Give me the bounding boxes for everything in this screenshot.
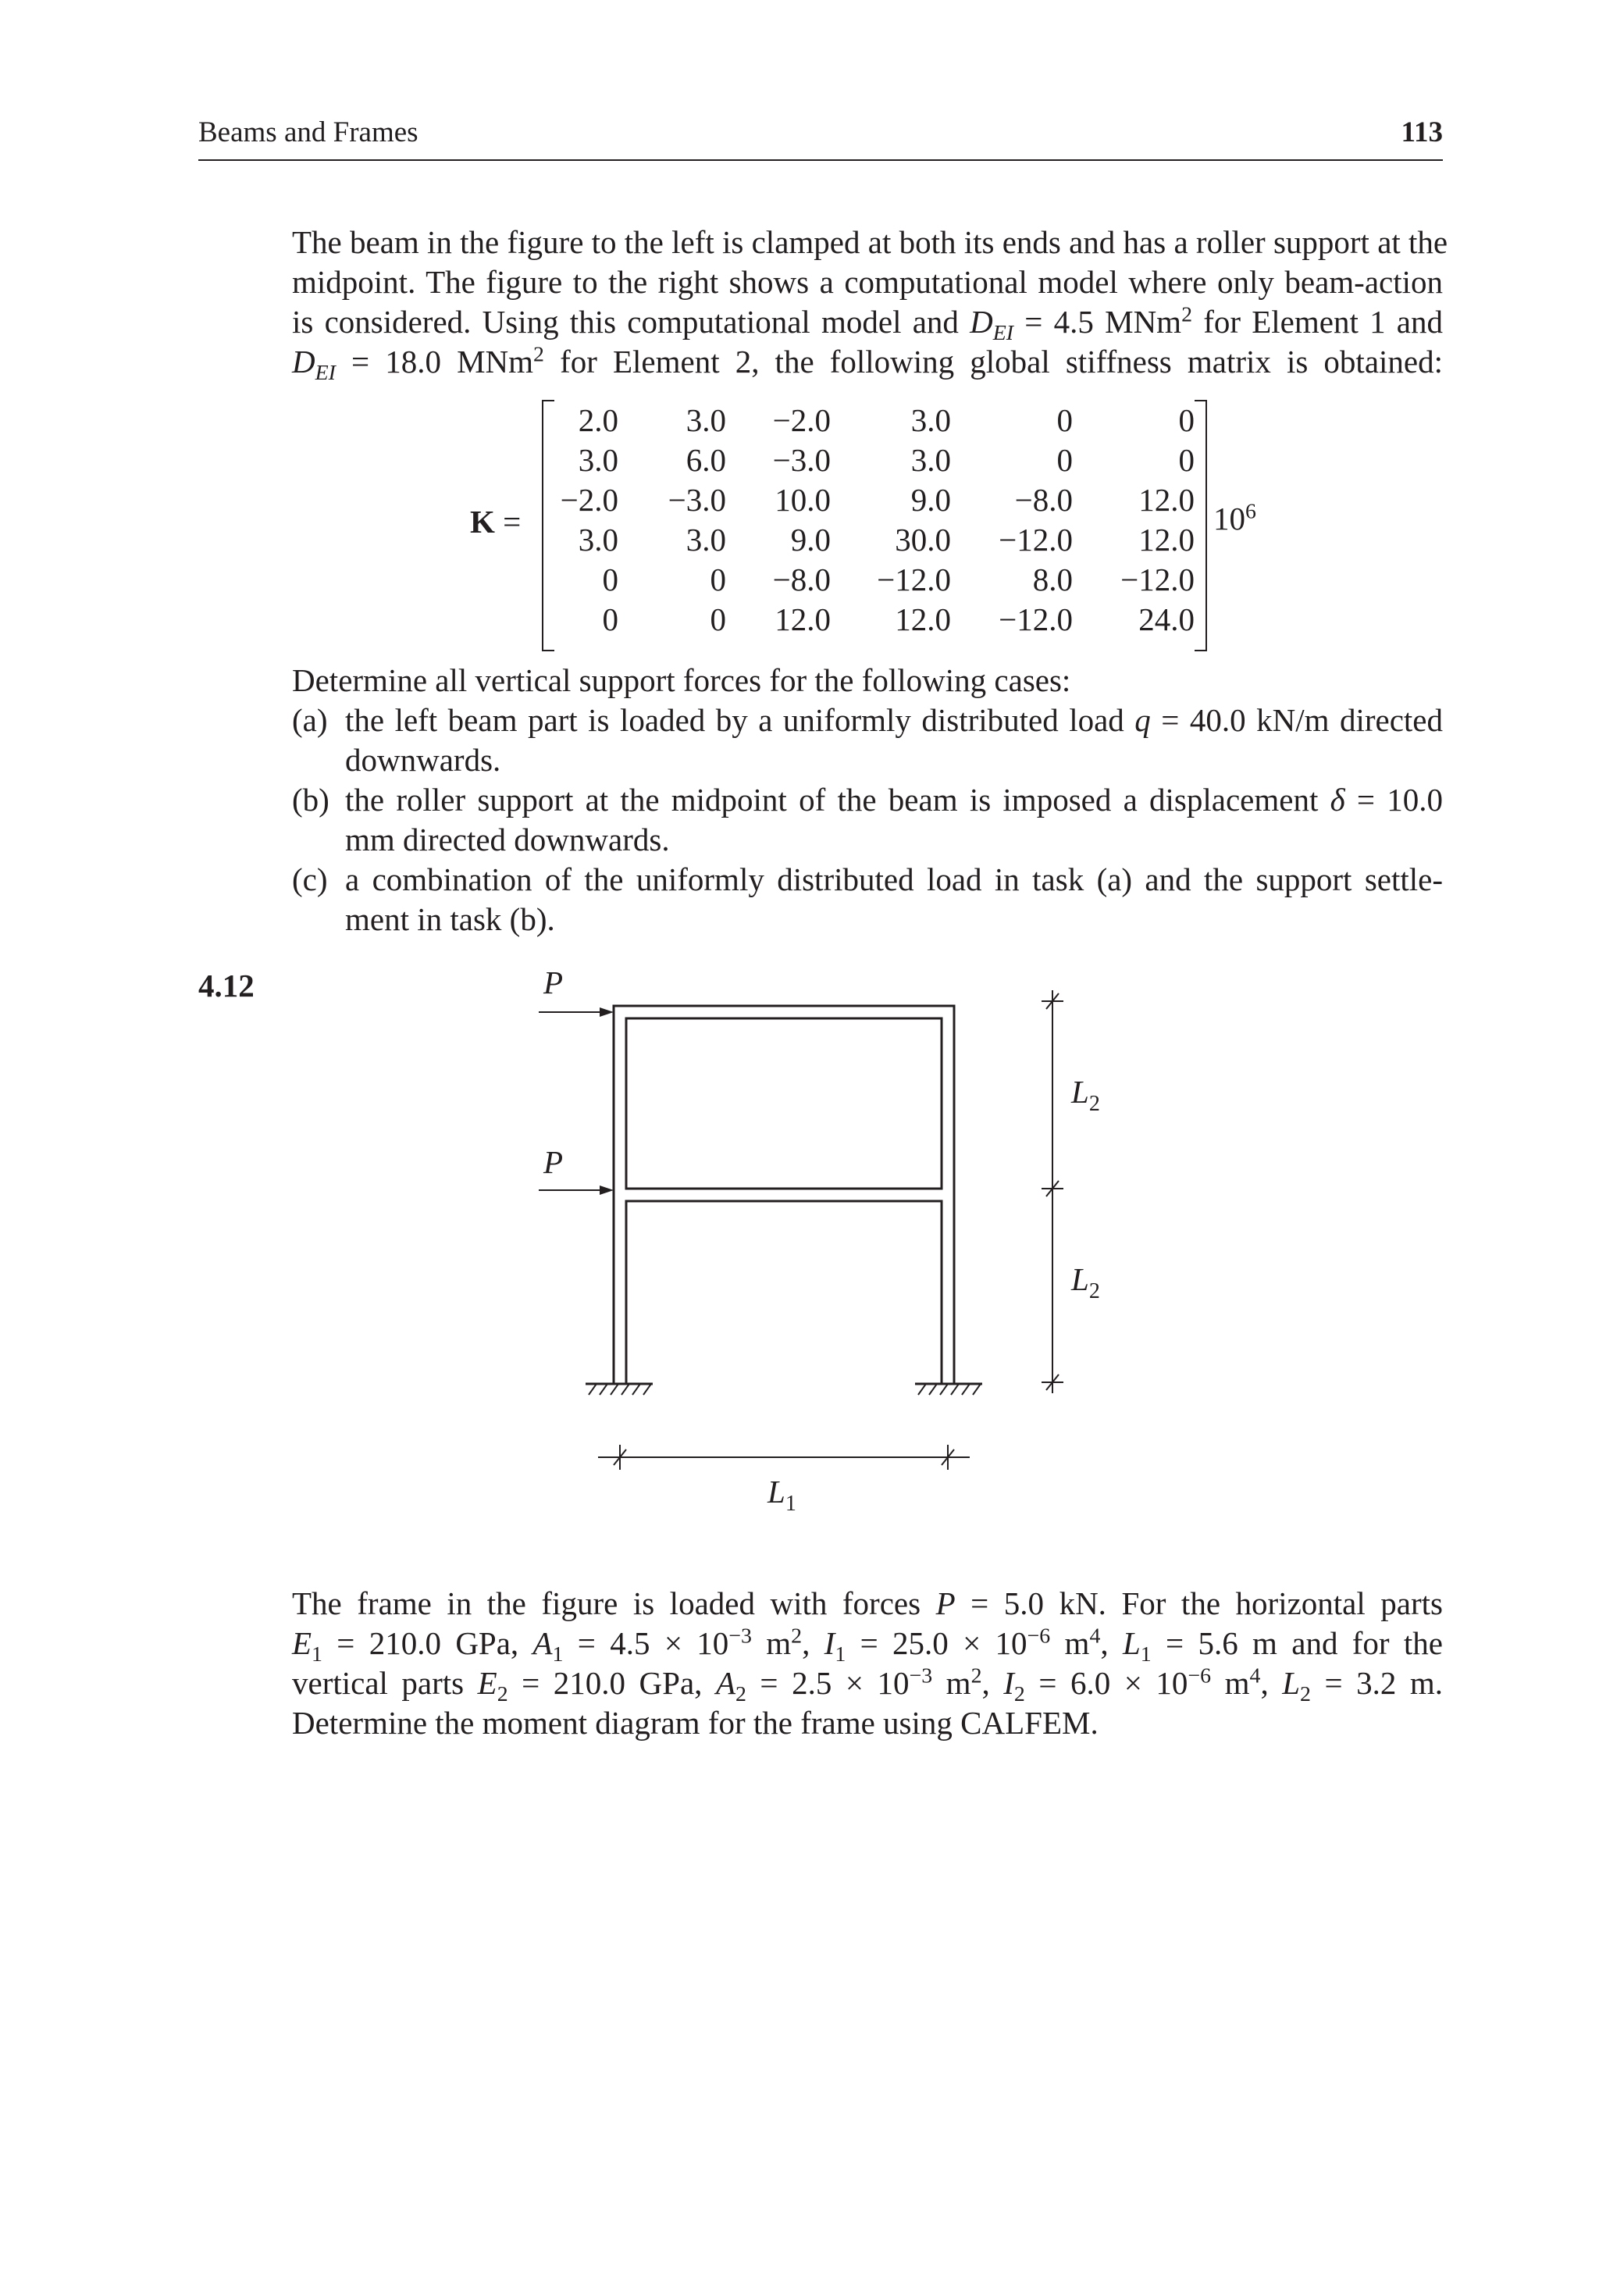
problem-line-2: $E_1 = 210.0$ GPa, $A_1 = 4.5 \times 10^{-3}$ $m^2$, $I_1 = 25.0 \times 10^{-6}$ $m^4$, $L_1 = 5.6$ m and for the [292, 1624, 1443, 1667]
task-a [292, 701, 1443, 780]
matrix-cell: 0 [710, 562, 726, 597]
matrix-cell: −3.0 [772, 442, 831, 478]
load-arrowhead-top [600, 1007, 614, 1017]
task-b-line-2: mm directed downwards. [345, 822, 670, 857]
matrix-cell: −2.0 [772, 402, 831, 438]
frame-figure [515, 961, 1109, 1523]
task-c-line-1: a combination of the uniformly distributed load in task (a) and the support settle- [345, 861, 1443, 897]
matrix-cell: −8.0 [772, 562, 831, 597]
intro-line-2: midpoint. The figure to the right shows a computational model where only beam-action [292, 264, 1443, 300]
intro-line-4: $D_{EI} = 18.0$ MNm$^2$ for Element 2, the following global stiffness matrix is obtained: [292, 342, 1443, 386]
task-c-label: (c) [292, 861, 328, 897]
load-label-mid: P [543, 1144, 564, 1180]
matrix-cell: −12.0 [999, 522, 1073, 558]
task-a-line-2: downwards. [345, 742, 501, 778]
matrix-cell: 0 [710, 601, 726, 637]
task-b [292, 780, 1443, 860]
dim-label-width: $L_1$ [767, 1474, 796, 1516]
matrix-cell: 3.0 [910, 442, 951, 478]
matrix-cell: 2.0 [578, 402, 618, 438]
matrix-cell: 0 [1056, 402, 1073, 438]
task-c [292, 860, 1443, 939]
task-b-label: (b) [292, 782, 329, 818]
matrix-cell: −12.0 [999, 601, 1073, 637]
matrix-label: K = [470, 504, 522, 540]
intro-line-1: The beam in the figure to the left is clamped at both its ends and has a roller support at the [292, 224, 1448, 260]
task-c-line-2: ment in task (b). [345, 901, 555, 937]
matrix-cell: 3.0 [686, 522, 726, 558]
frame-upper-panel [626, 1018, 942, 1189]
task-a-label: (a) [292, 702, 328, 738]
problem-paragraph [292, 1584, 1443, 1743]
matrix-cell: 10.0 [775, 482, 831, 518]
problem-line-3: vertical parts $E_2 = 210.0$ GPa, $A_2 = 2.5 \times 10^{-3}$ $m^2$, $I_2 = 6.0 \times 10^{-6}$ $m^4$, $L_2 = 3.2$ m. [292, 1663, 1444, 1707]
matrix-cell: −12.0 [877, 562, 951, 597]
matrix-cell: −2.0 [560, 482, 618, 518]
running-header-title: Beams and Frames [198, 116, 418, 148]
problem-line-1: The frame in the figure is loaded with forces P = 5.0 kN. For the horizontal parts [292, 1585, 1443, 1621]
matrix-cell: −12.0 [1120, 562, 1195, 597]
matrix-cell: 3.0 [686, 402, 726, 438]
matrix-cell: 3.0 [578, 522, 618, 558]
task-a-line-1: the left beam part is loaded by a uniformly distributed load q = 40.0 kN/m directed [345, 702, 1443, 738]
frame-outer-outline [614, 1006, 954, 1384]
matrix-cell: 9.0 [790, 522, 831, 558]
dim-label-lower: $L_2$ [1071, 1261, 1100, 1303]
frame-lower-opening [626, 1201, 942, 1384]
dim-label-upper: $L_2$ [1071, 1074, 1100, 1116]
tasks-intro: Determine all vertical support forces for the following cases: [292, 662, 1071, 698]
matrix-cell: 12.0 [895, 601, 951, 637]
matrix-cell: 3.0 [910, 402, 951, 438]
load-label-top: P [543, 964, 564, 1000]
intro-paragraph [292, 223, 1448, 386]
problem-number: 4.12 [198, 968, 255, 1004]
load-arrowhead-mid [600, 1185, 614, 1195]
matrix-factor: $10^6$ [1213, 499, 1256, 537]
matrix-cell: 0 [602, 562, 618, 597]
matrix-cell: 12.0 [1138, 522, 1195, 558]
matrix-cell: −3.0 [668, 482, 726, 518]
matrix-cell: 0 [1178, 442, 1195, 478]
task-b-line-1: the roller support at the midpoint of the beam is imposed a displacement δ = 10.0 [345, 782, 1444, 818]
support-hatching [589, 1384, 981, 1395]
matrix-cell: 0 [602, 601, 618, 637]
matrix-right-bracket [1195, 400, 1207, 651]
matrix-cell: −8.0 [1014, 482, 1073, 518]
matrix-cell: 12.0 [775, 601, 831, 637]
matrix-cell: 3.0 [578, 442, 618, 478]
problem-line-4: Determine the moment diagram for the frame using CALFEM. [292, 1705, 1099, 1741]
matrix-cell: 6.0 [686, 442, 726, 478]
matrix-cell: 0 [1178, 402, 1195, 438]
matrix-cell: 9.0 [910, 482, 951, 518]
matrix-cell: 8.0 [1032, 562, 1073, 597]
matrix-cell: 30.0 [895, 522, 951, 558]
intro-line-3: is considered. Using this computational model and $D_{EI} = 4.5$ MNm$^2$ for Element 1 and [292, 302, 1443, 346]
matrix-cell: 12.0 [1138, 482, 1195, 518]
matrix-cell: 0 [1056, 442, 1073, 478]
page-number: 113 [1401, 116, 1443, 148]
matrix-cell: 24.0 [1138, 601, 1195, 637]
header-rule [198, 159, 1443, 161]
